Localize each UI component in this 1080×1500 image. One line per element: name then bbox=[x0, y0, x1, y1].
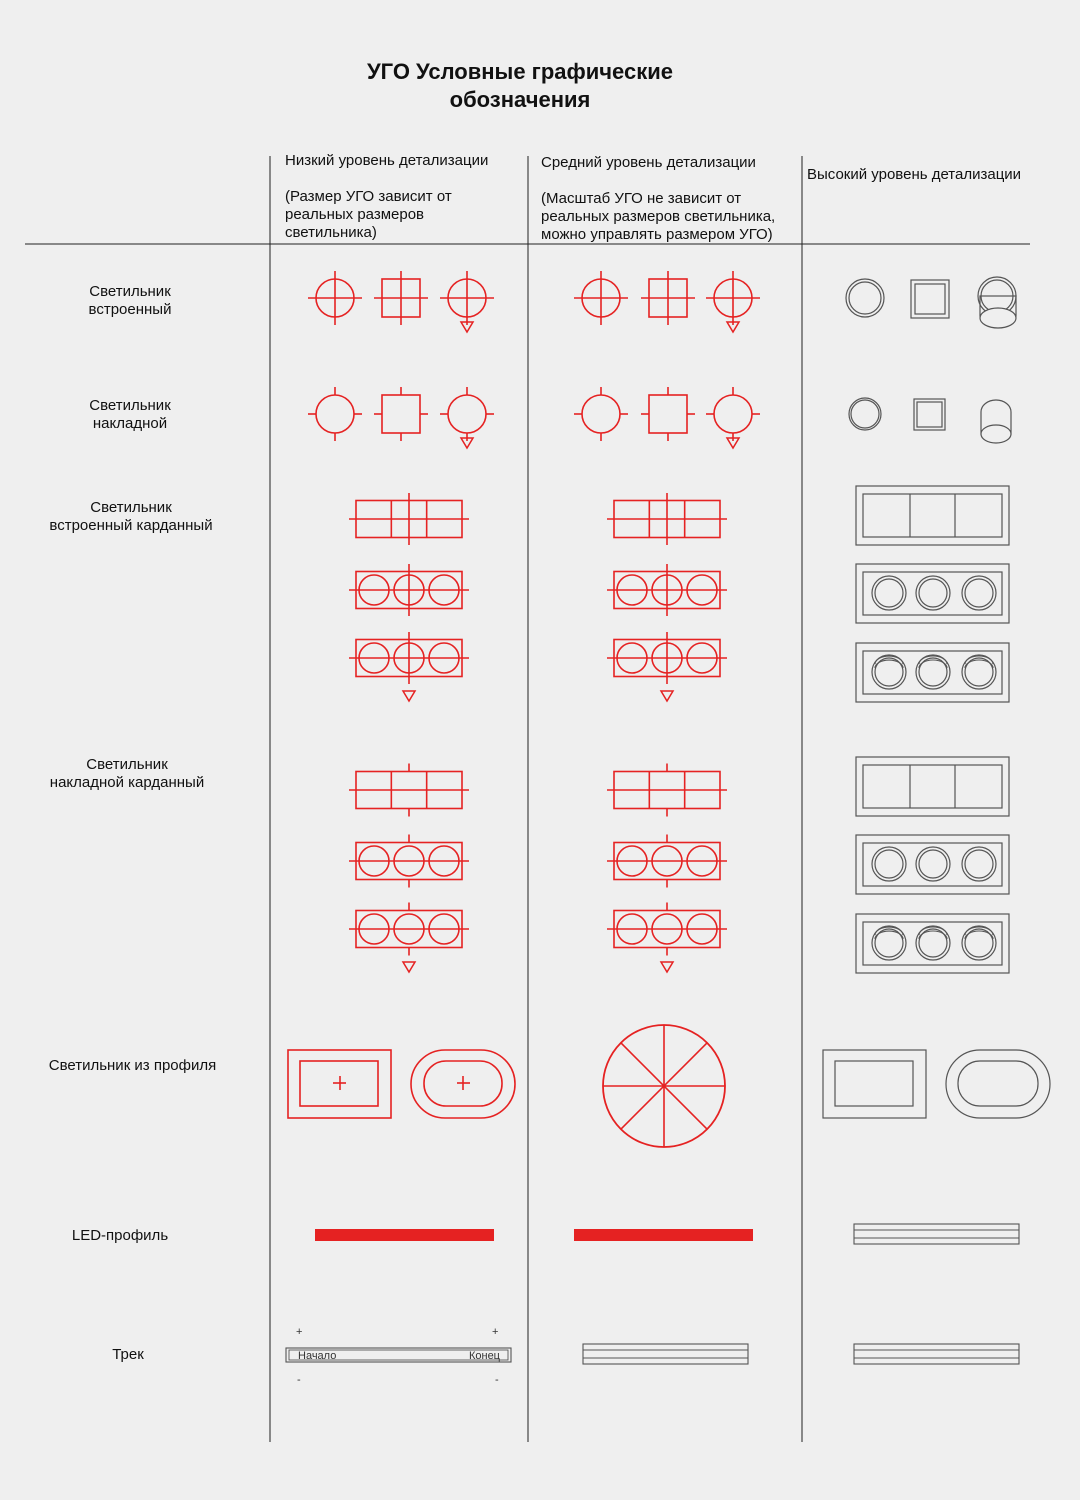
column-medium-detail-note: (Масштаб УГО не зависит от реальных размеров светильника, можно управлять размером УГО) bbox=[541, 190, 776, 243]
surface-gimbal-round-medium-icon bbox=[607, 835, 727, 888]
profile-rect-high-icon bbox=[823, 1050, 926, 1118]
track-start-label: Начало bbox=[298, 1350, 337, 1362]
column-low-detail-title: Низкий уровень детализации bbox=[285, 152, 489, 169]
track-end-plus-label: + bbox=[492, 1326, 499, 1338]
column-low-detail-note: (Размер УГО зависит от реальных размеров светильника) bbox=[285, 188, 452, 241]
track-end-minus-label: - bbox=[495, 1374, 499, 1386]
surface-gimbal-cells-low-icon bbox=[349, 764, 469, 817]
profile-oval-low-icon bbox=[411, 1050, 515, 1118]
builtin-round-low-icon bbox=[308, 271, 362, 325]
surface-gimbal-cells-medium-icon bbox=[607, 764, 727, 817]
page-title-line-1: УГО Условные графические bbox=[366, 59, 674, 84]
builtin-gimbal-cells-medium-icon bbox=[607, 493, 727, 545]
track-medium-icon bbox=[583, 1344, 748, 1364]
column-high-detail-title: Высокий уровень детализации bbox=[807, 166, 1022, 183]
page-title-line-2: обозначения bbox=[449, 87, 591, 112]
surface-round-medium-icon bbox=[574, 387, 628, 441]
surface-gimbal-directional-medium-icon bbox=[607, 903, 727, 973]
builtin-gimbal-round-medium-icon bbox=[607, 564, 727, 616]
surface-gimbal-directional-low-icon bbox=[349, 903, 469, 973]
led-profile-medium-icon bbox=[574, 1229, 753, 1241]
builtin-gimbal-directional-medium-icon bbox=[607, 632, 727, 701]
surface-directional-medium-icon bbox=[706, 387, 760, 448]
column-medium-detail-title: Средний уровень детализации bbox=[541, 154, 756, 171]
track-low-icon bbox=[286, 1326, 511, 1386]
builtin-round-high-icon bbox=[846, 279, 884, 317]
profile-oval-high-icon bbox=[946, 1050, 1050, 1118]
led-profile-high-icon bbox=[854, 1224, 1019, 1244]
row-label-builtin: Светильник встроенный bbox=[88, 283, 172, 318]
builtin-round-medium-icon bbox=[574, 271, 628, 325]
builtin-square-medium-icon bbox=[641, 271, 695, 325]
row-label-builtin-gimbal: Светильник встроенный карданный bbox=[49, 499, 213, 534]
builtin-gimbal-round-low-icon bbox=[349, 564, 469, 616]
surface-gimbal-round-low-icon bbox=[349, 835, 469, 888]
surface-gimbal-round-high-icon bbox=[856, 835, 1009, 894]
table-grid bbox=[25, 156, 1030, 1442]
surface-square-high-icon bbox=[914, 399, 945, 430]
track-high-icon bbox=[854, 1344, 1019, 1364]
builtin-gimbal-directional-low-icon bbox=[349, 632, 469, 701]
builtin-directional-medium-icon bbox=[706, 271, 760, 332]
row-label-surface-gimbal: Светильник накладной карданный bbox=[49, 756, 205, 791]
builtin-gimbal-directional-high-icon bbox=[856, 643, 1009, 702]
surface-gimbal-directional-high-icon bbox=[856, 914, 1009, 973]
profile-round-medium-icon bbox=[603, 1025, 725, 1147]
row-label-profile-luminaire: Светильник из профиля bbox=[48, 1057, 217, 1074]
surface-directional-high-icon bbox=[981, 400, 1011, 443]
row-label-led-profile: LED-профиль bbox=[71, 1227, 169, 1244]
track-start-minus-label: - bbox=[297, 1374, 301, 1386]
builtin-gimbal-cells-low-icon bbox=[349, 493, 469, 545]
builtin-directional-low-icon bbox=[440, 271, 494, 332]
builtin-directional-high-icon bbox=[978, 277, 1016, 328]
track-end-label: Конец bbox=[468, 1350, 500, 1362]
surface-square-low-icon bbox=[374, 387, 428, 441]
builtin-square-high-icon bbox=[911, 280, 949, 318]
builtin-gimbal-cells-high-icon bbox=[856, 486, 1009, 545]
surface-square-medium-icon bbox=[641, 387, 695, 441]
surface-round-high-icon bbox=[849, 398, 881, 430]
surface-round-low-icon bbox=[308, 387, 362, 441]
builtin-square-low-icon bbox=[374, 271, 428, 325]
led-profile-low-icon bbox=[315, 1229, 494, 1241]
surface-directional-low-icon bbox=[440, 387, 494, 448]
row-label-surface: Светильник накладной bbox=[89, 397, 171, 432]
row-label-track: Трек bbox=[112, 1346, 144, 1363]
track-start-plus-label: + bbox=[296, 1326, 303, 1338]
surface-gimbal-cells-high-icon bbox=[856, 757, 1009, 816]
builtin-gimbal-round-high-icon bbox=[856, 564, 1009, 623]
profile-rect-low-icon bbox=[288, 1050, 391, 1118]
